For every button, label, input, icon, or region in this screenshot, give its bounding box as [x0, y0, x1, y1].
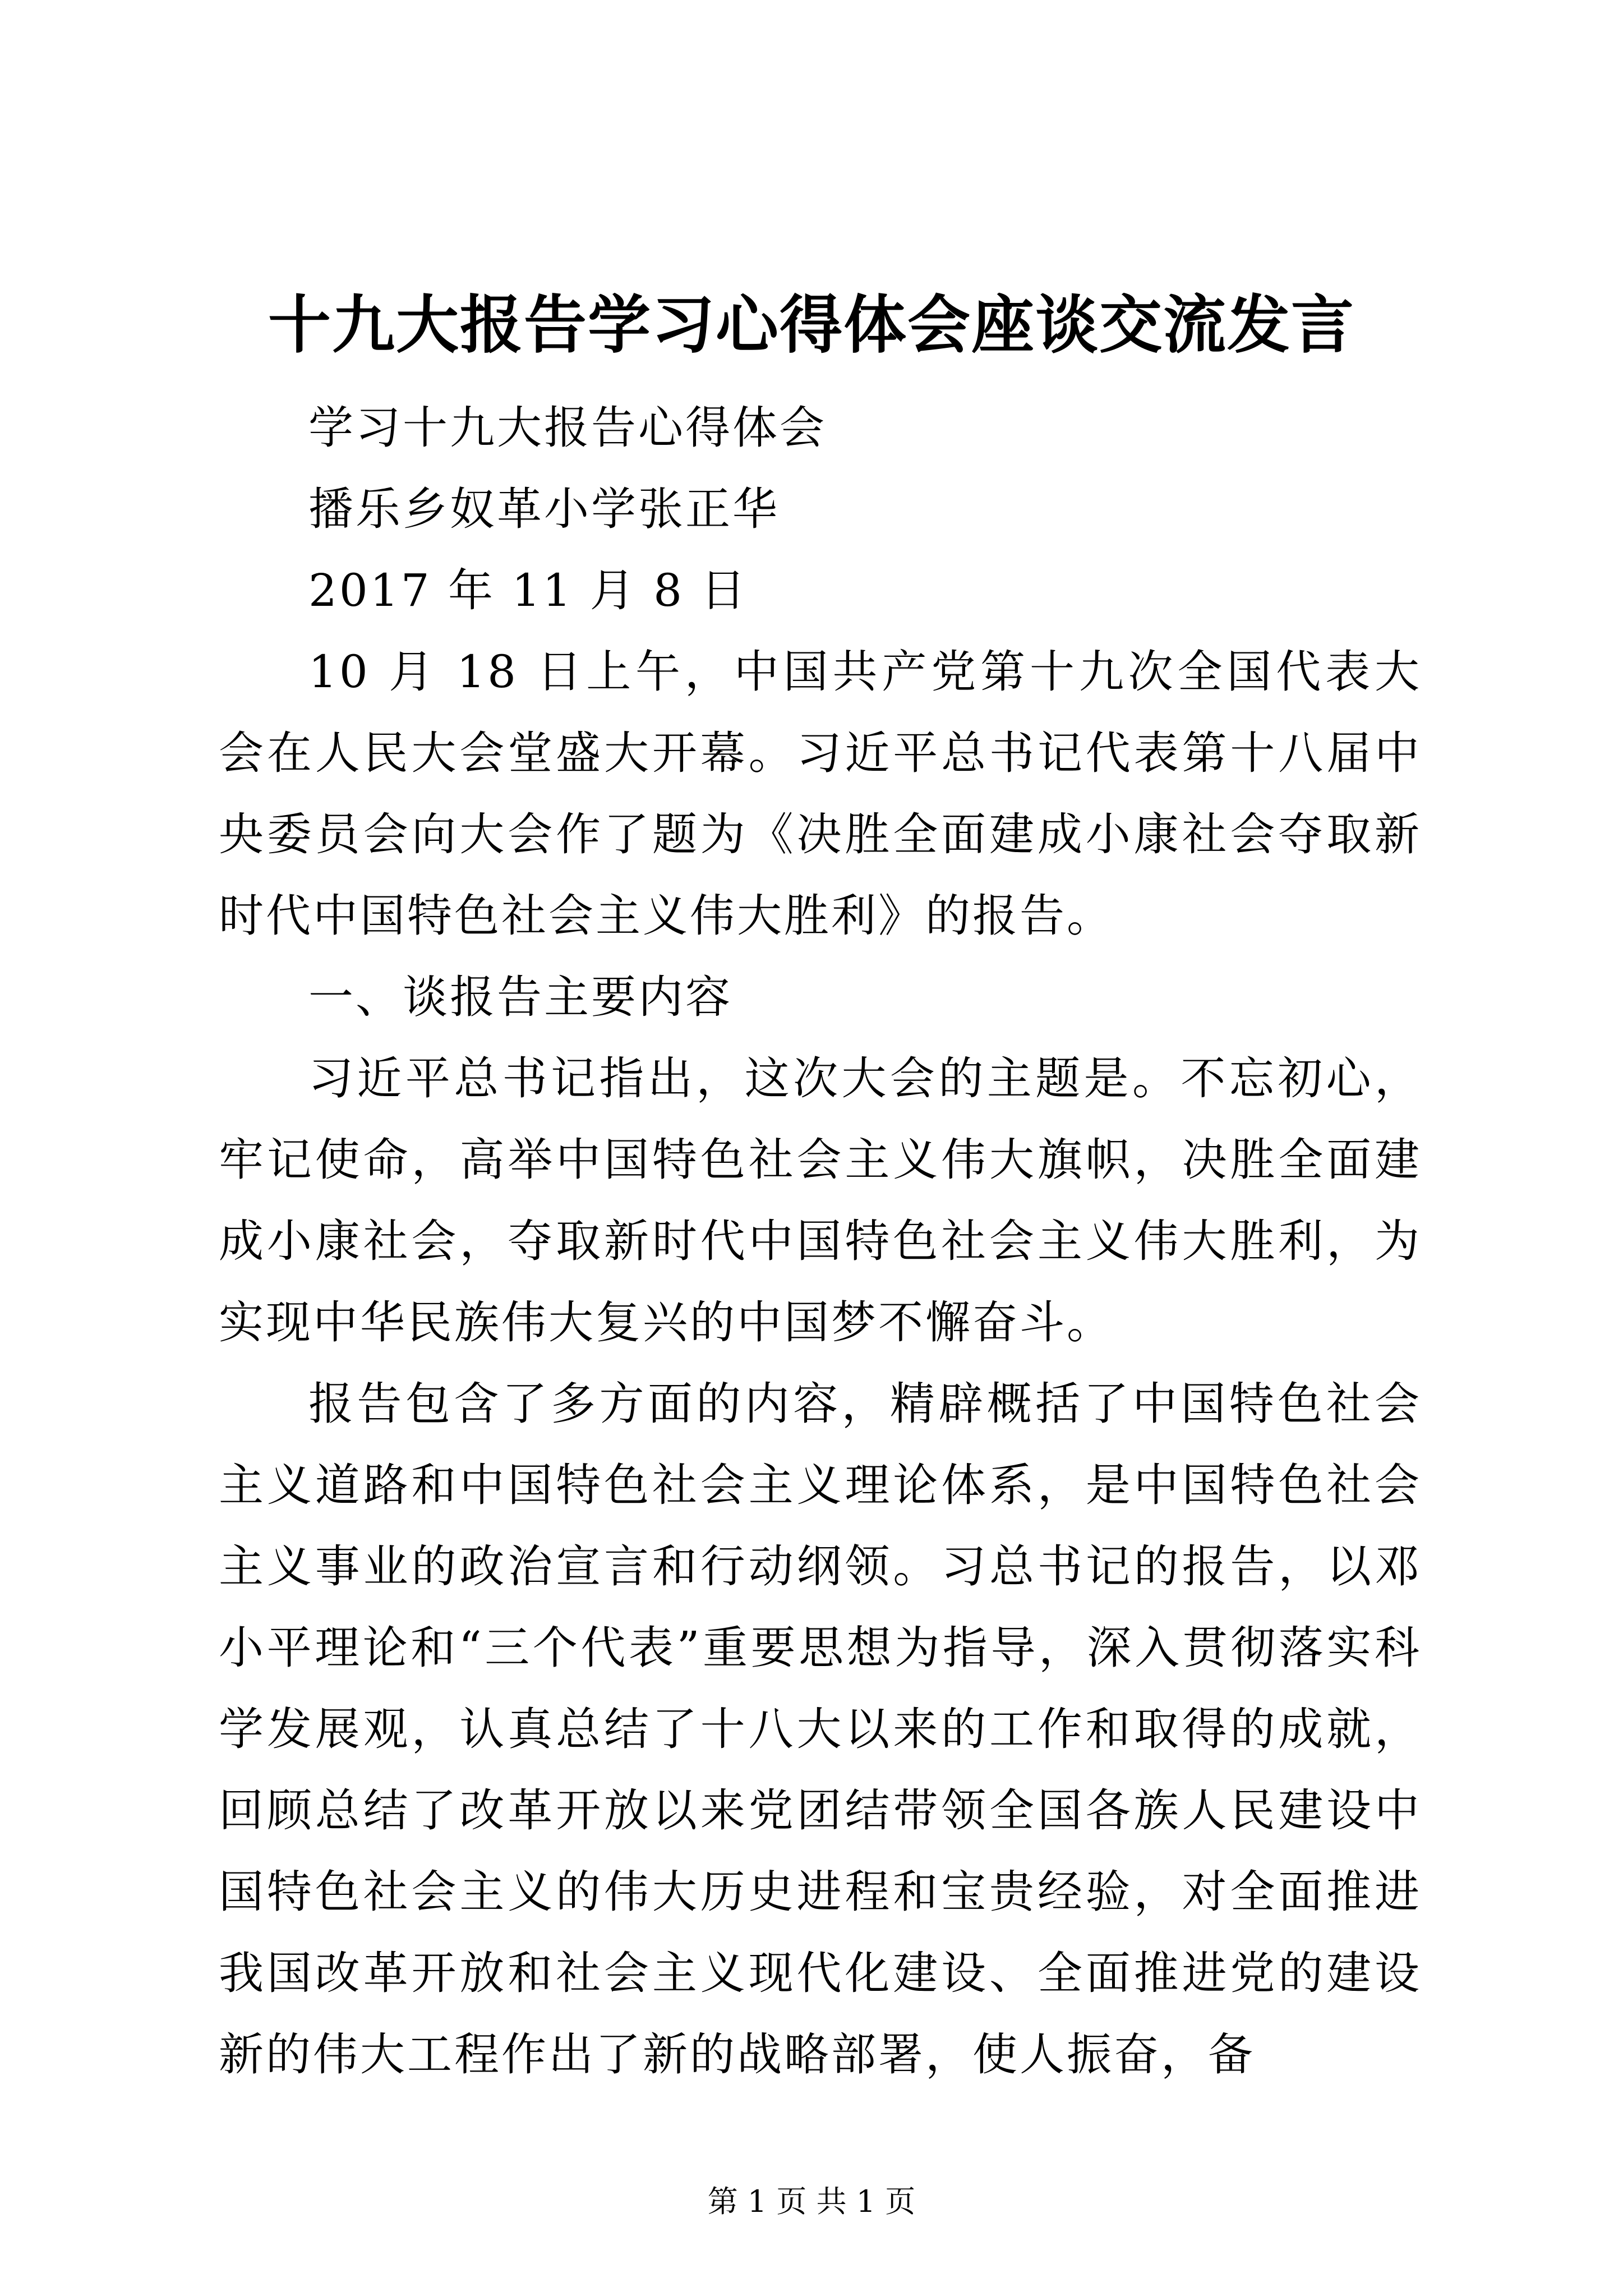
- subtitle-line: 学习十九大报告心得体会: [308, 402, 827, 454]
- page-number-footer: 第 1 页 共 1 页: [707, 2184, 916, 2219]
- body-paragraph: 10 月 18 日上午，中国共产党第十九次全国代表大会在人民大会堂盛大开幕。习近平总书记代表第十八届中央委员会向大会作了题为《决胜全面建成小康社会夺取新时代中国特色社会主义伟大胜利》的报告。: [219, 646, 1422, 942]
- body-paragraph: 习近平总书记指出，这次大会的主题是。不忘初心，牢记使命，高举中国特色社会主义伟大旗帜，决胜全面建成小康社会，夺取新时代中国特色社会主义伟大胜利，为实现中华民族伟大复兴的中国梦不懈奋斗。: [219, 1052, 1422, 1349]
- document-title: 十九大报告学习心得体会座谈交流发言: [268, 288, 1355, 362]
- date-line: 2017 年 11 月 8 日: [308, 564, 748, 616]
- body-paragraph: 报告包含了多方面的内容，精辟概括了中国特色社会主义道路和中国特色社会主义理论体系，是中国特色社会主义事业的政治宣言和行动纲领。习总书记的报告，以邓小平理论和“三个代表”重要思想为指导，深入贯彻落实科学发展观，认真总结了十八大以来的工作和取得的成就，回顾总结了改革开放以来党团结带领全国各族人民建设中国特色社会主义的伟大历史进程和宝贵经验，对全面推进我国改革开放和社会主义现代化建设、全面推进党的建设新的伟大工程作出了新的战略部署，使人振奋，备: [219, 1378, 1422, 2081]
- section-heading: 一、谈报告主要内容: [308, 971, 732, 1023]
- document-body: [219, 387, 1422, 2095]
- author-line: 播乐乡奴革小学张正华: [308, 483, 780, 535]
